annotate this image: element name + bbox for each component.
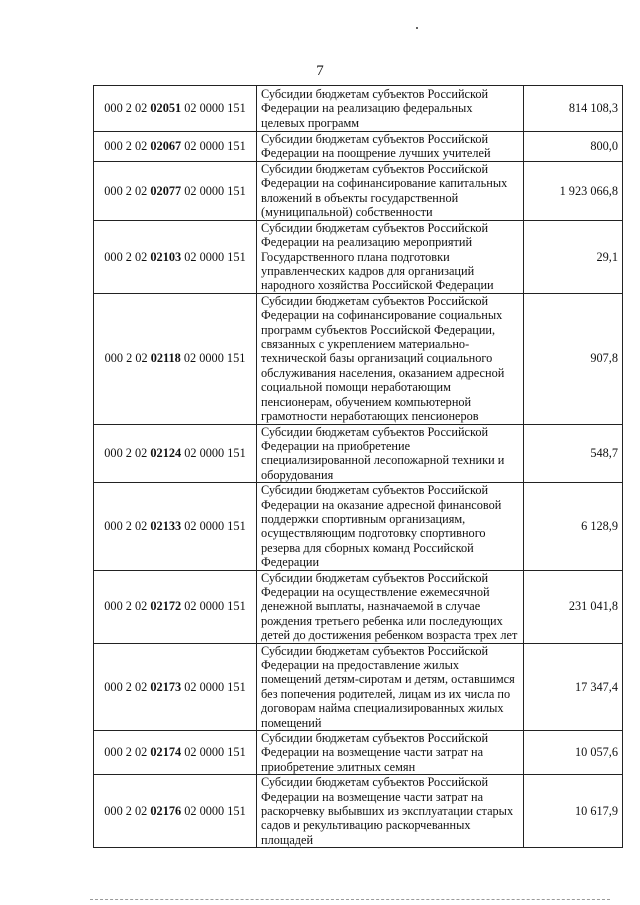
budget-code-cell xyxy=(94,293,257,424)
amount-cell: 1 923 066,8 xyxy=(524,161,623,220)
table-row xyxy=(94,161,623,220)
budget-code-cell xyxy=(94,483,257,570)
table-row xyxy=(94,775,623,848)
budget-code-prefix: 000 2 02 xyxy=(104,446,151,461)
description-cell: Субсидии бюджетам субъектов Российской Федерации на возмещение части затрат на приобретение элитных семян xyxy=(257,731,524,775)
budget-code-prefix: 000 2 02 xyxy=(104,804,151,819)
budget-code-prefix: 000 2 02 xyxy=(104,679,151,694)
budget-code-bold: 02067 xyxy=(150,139,182,154)
description-cell: Субсидии бюджетам субъектов Российской Федерации на возмещение части затрат на раскорчевку выбывших из эксплуатации старых садов и рекультивацию раскорчеванных площадей xyxy=(257,775,524,848)
amount-cell: 548,7 xyxy=(524,424,623,483)
budget-code-cell xyxy=(94,643,257,730)
budget-code-prefix: 000 2 02 xyxy=(104,599,151,614)
budget-code-suffix: 02 0000 151 xyxy=(181,519,246,534)
amount-cell: 814 108,3 xyxy=(524,86,623,132)
budget-code-bold: 02103 xyxy=(150,249,182,264)
budget-code-cell xyxy=(94,731,257,775)
budget-code-suffix: 02 0000 151 xyxy=(181,599,246,614)
description-cell: Субсидии бюджетам субъектов Российской Федерации на оказание адресной финансовой поддержки спортивным организациям, осуществляющим подготовку спортивного резерва для сборных команд Российской Федерации xyxy=(257,483,524,570)
amount-cell: 231 041,8 xyxy=(524,570,623,643)
table-row xyxy=(94,132,623,162)
table-row xyxy=(94,570,623,643)
description-cell: Субсидии бюджетам субъектов Российской Федерации на предоставление жилых помещений детям-сиротам и детям, оставшимся без попечения родителей, лицам из их числа по договорам найма специализированных жилых помещений xyxy=(257,643,524,730)
budget-code-suffix: 02 0000 151 xyxy=(181,139,246,154)
budget-code-suffix: 02 0000 151 xyxy=(181,745,246,760)
amount-cell: 10 617,9 xyxy=(524,775,623,848)
scan-speck xyxy=(416,27,418,29)
table-row xyxy=(94,86,623,132)
budget-code-bold: 02124 xyxy=(150,446,182,461)
budget-code-suffix: 02 0000 151 xyxy=(181,101,246,116)
budget-code-suffix: 02 0000 151 xyxy=(181,804,246,819)
amount-cell: 29,1 xyxy=(524,220,623,293)
amount-cell: 10 057,6 xyxy=(524,731,623,775)
description-cell: Субсидии бюджетам субъектов Российской Федерации на софинансирование социальных программ субъектов Российской Федерации, связанных с укреплением материально-технической базы организаций социального обслуживания населения, оказанием адресной социальной помощи неработающим пенсионерам, обучением компьютерной грамотности неработающих пенсионеров xyxy=(257,293,524,424)
budget-code-suffix: 02 0000 151 xyxy=(181,679,246,694)
budget-code-cell xyxy=(94,132,257,162)
scan-edge-line xyxy=(90,899,610,900)
budget-code-bold: 02174 xyxy=(150,745,182,760)
amount-cell: 17 347,4 xyxy=(524,643,623,730)
budget-code-prefix: 000 2 02 xyxy=(104,139,151,154)
description-cell: Субсидии бюджетам субъектов Российской Федерации на реализацию мероприятий Государственного плана подготовки управленческих кадров для организаций народного хозяйства Российской Федерации xyxy=(257,220,524,293)
budget-code-bold: 02118 xyxy=(150,351,181,366)
budget-code-bold: 02172 xyxy=(150,599,182,614)
budget-code-prefix: 000 2 02 xyxy=(104,101,151,116)
description-cell: Субсидии бюджетам субъектов Российской Федерации на приобретение специализированной лесопожарной техники и оборудования xyxy=(257,424,524,483)
budget-code-cell xyxy=(94,424,257,483)
budget-code-prefix: 000 2 02 xyxy=(104,183,151,198)
budget-code-suffix: 02 0000 151 xyxy=(181,183,246,198)
description-cell: Субсидии бюджетам субъектов Российской Федерации на реализацию федеральных целевых программ xyxy=(257,86,524,132)
budget-code-prefix: 000 2 02 xyxy=(104,351,151,366)
table-row xyxy=(94,220,623,293)
page-number: 7 xyxy=(316,63,324,79)
description-cell: Субсидии бюджетам субъектов Российской Федерации на софинансирование капитальных вложений в объекты государственной (муниципальной) собственности xyxy=(257,161,524,220)
budget-code-bold: 02173 xyxy=(150,679,182,694)
budget-code-prefix: 000 2 02 xyxy=(104,249,151,264)
amount-cell: 907,8 xyxy=(524,293,623,424)
description-cell: Субсидии бюджетам субъектов Российской Федерации на поощрение лучших учителей xyxy=(257,132,524,162)
budget-code-cell xyxy=(94,86,257,132)
budget-code-cell xyxy=(94,161,257,220)
table-row xyxy=(94,483,623,570)
table-row xyxy=(94,643,623,730)
budget-code-bold: 02077 xyxy=(150,183,182,198)
amount-cell: 6 128,9 xyxy=(524,483,623,570)
budget-code-cell xyxy=(94,775,257,848)
description-cell: Субсидии бюджетам субъектов Российской Федерации на осуществление ежемесячной денежной выплаты, назначаемой в случае рождения третьего ребенка или последующих детей до достижения ребенком возраста трех лет xyxy=(257,570,524,643)
amount-cell: 800,0 xyxy=(524,132,623,162)
budget-code-suffix: 02 0000 151 xyxy=(181,446,246,461)
budget-code-bold: 02133 xyxy=(150,519,182,534)
budget-code-suffix: 02 0000 151 xyxy=(181,249,246,264)
budget-code-prefix: 000 2 02 xyxy=(104,519,151,534)
table-row xyxy=(94,731,623,775)
budget-revenue-table xyxy=(93,85,623,848)
budget-code-suffix: 02 0000 151 xyxy=(180,351,246,366)
table-row xyxy=(94,293,623,424)
budget-code-prefix: 000 2 02 xyxy=(104,745,151,760)
budget-code-cell xyxy=(94,570,257,643)
budget-code-bold: 02176 xyxy=(150,804,182,819)
table-row xyxy=(94,424,623,483)
budget-code-bold: 02051 xyxy=(150,101,182,116)
budget-code-cell xyxy=(94,220,257,293)
